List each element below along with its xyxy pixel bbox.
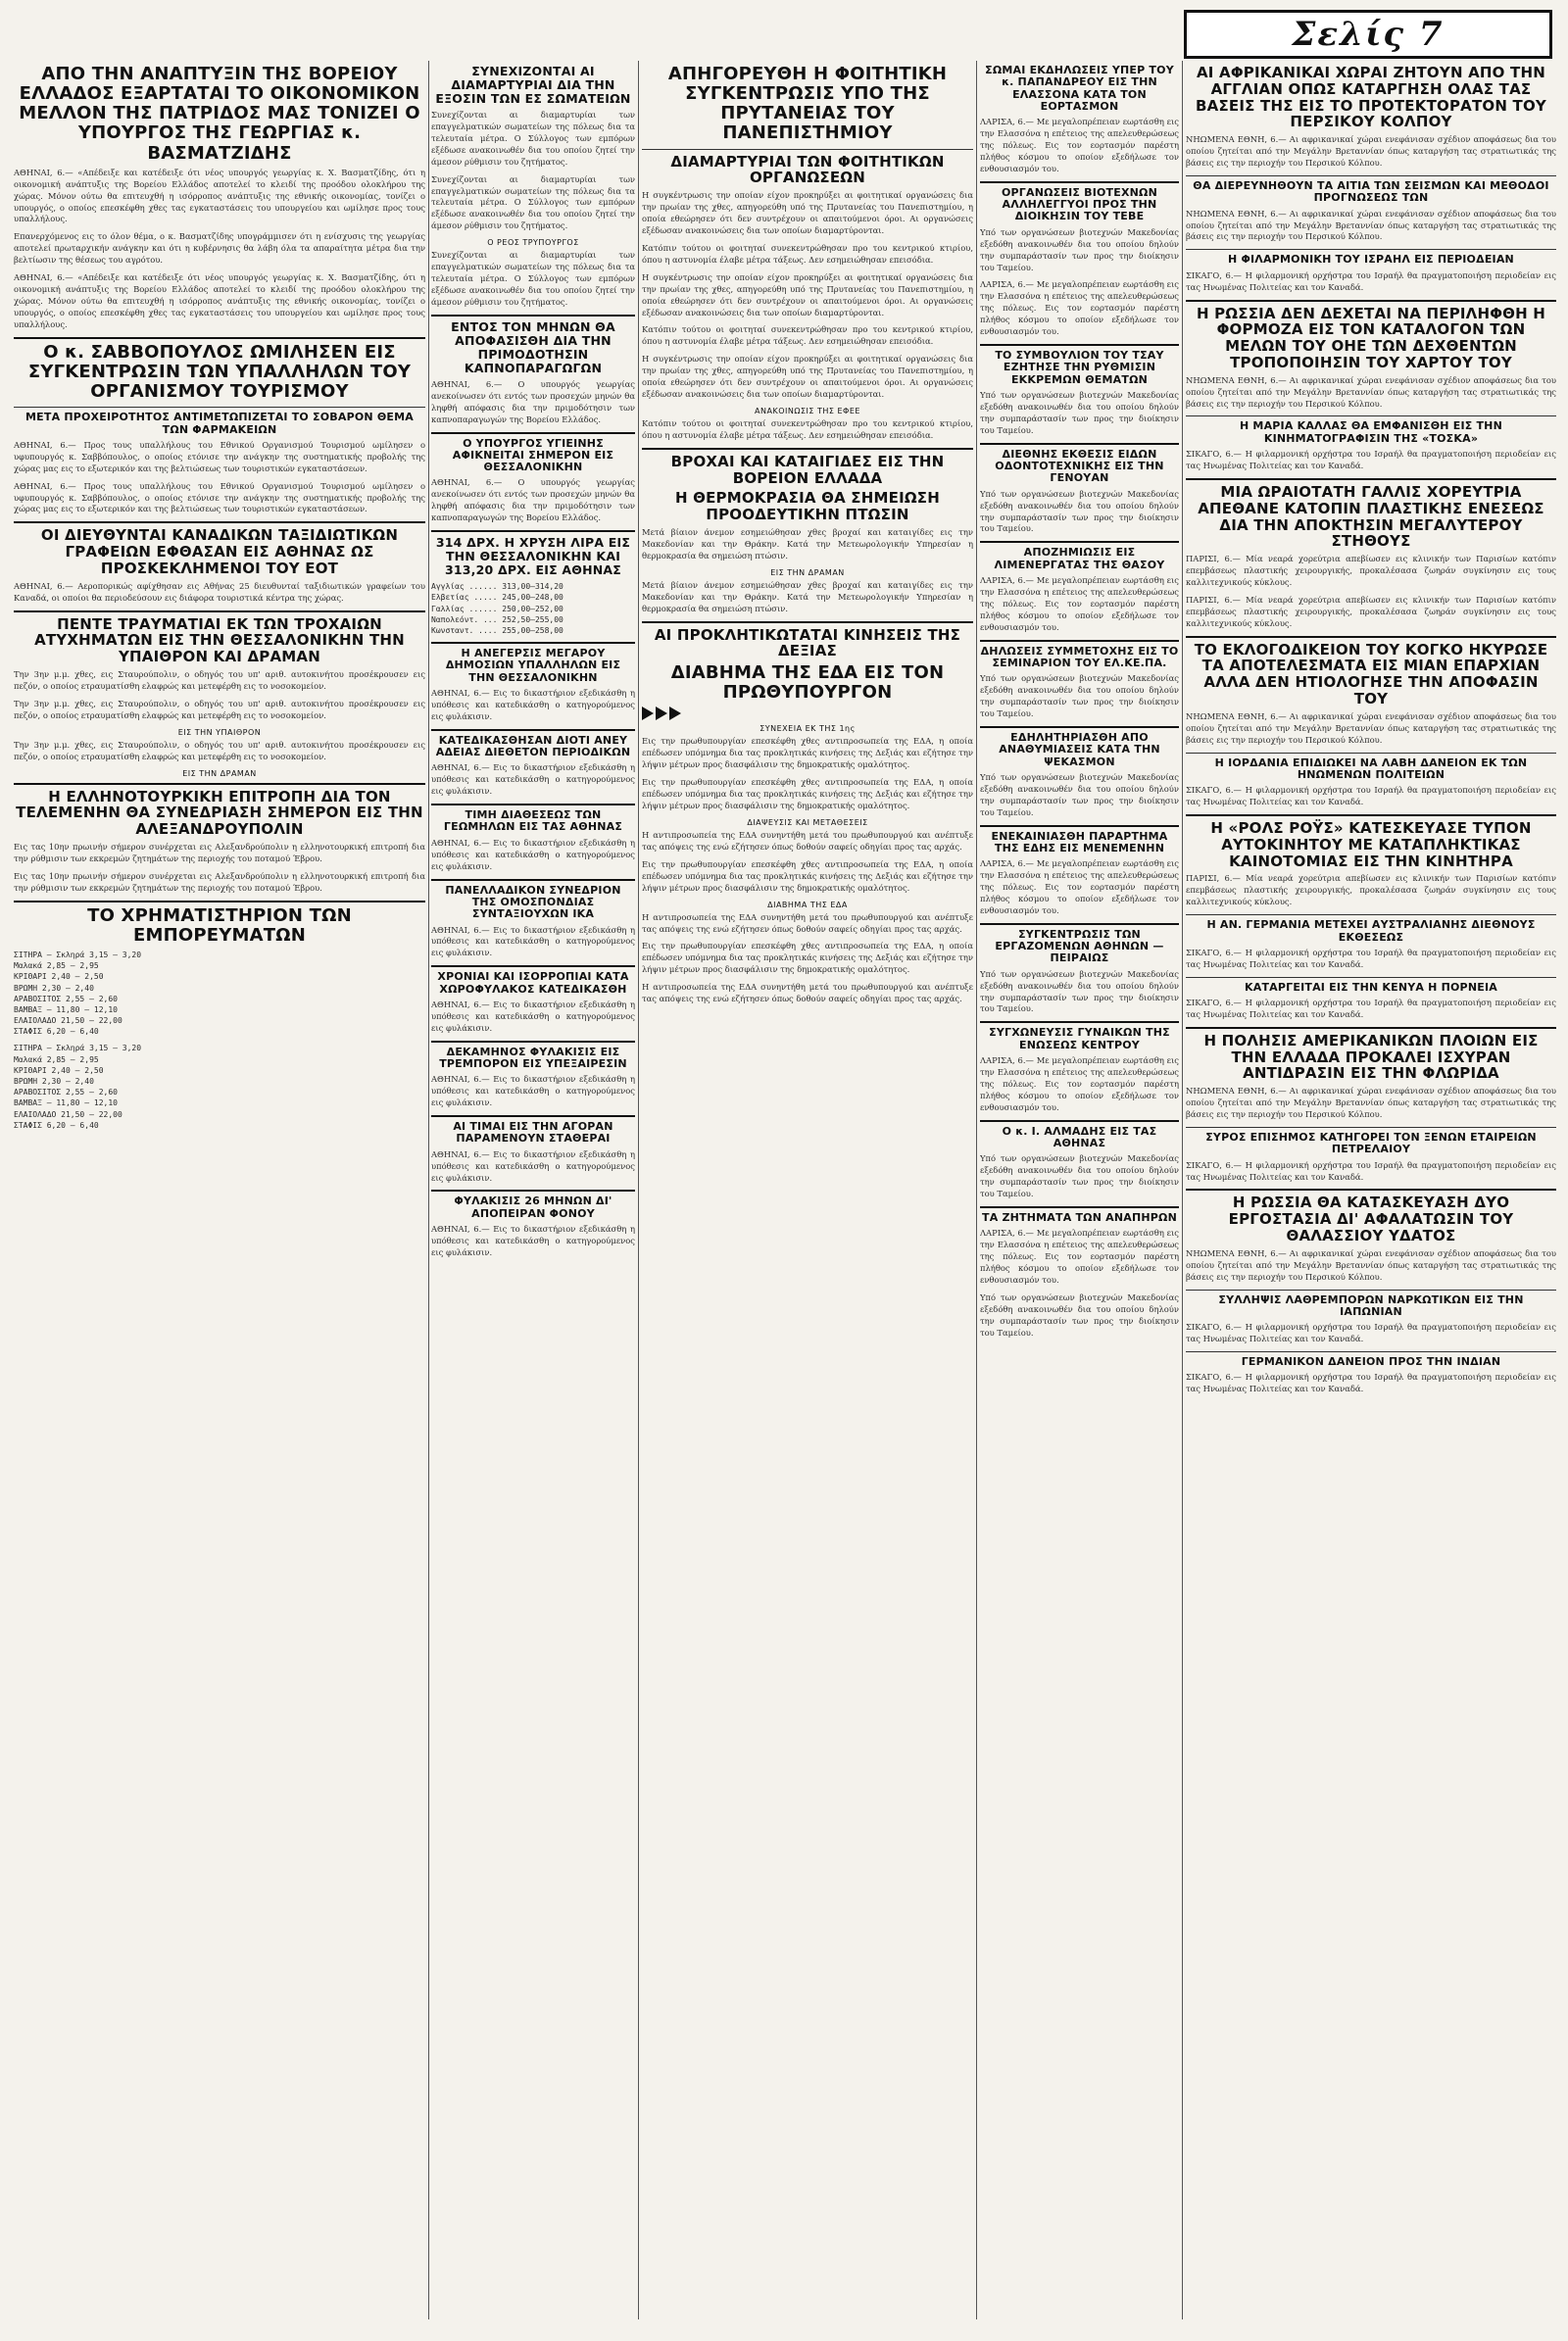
article-text: ΠΑΡΙΣΙ, 6.— Μία νεαρά χορεύτρια απεβίωσεν εις κλινικήν των Παρισίων κατόπιν επεμβάσεως πλαστικής χειρουργικής, προκαλέσασα ζωηράν συγκίνησιν εις τους καλλιτεχνικούς κύκλους.	[1186, 554, 1556, 587]
headline: Η ΕΛΛΗΝΟΤΟΥΡΚΙΚΗ ΕΠΙΤΡΟΠΗ ΔΙΑ ΤΟΝ ΤΕΛΕΜΕΝΗΝ ΘΑ ΣΥΝΕΔΡΙΑΣΗ ΣΗΜΕΡΟΝ ΕΙΣ ΤΗΝ ΑΛΕΞΑΝΔΡΟΥΠΟΛΙΝ	[16, 787, 423, 839]
headline: ΒΡΟΧΑΙ ΚΑΙ ΚΑΤΑΙΓΙΔΕΣ ΕΙΣ ΤΗΝ ΒΟΡΕΙΟΝ ΕΛΛΑΔΑ	[670, 452, 945, 487]
article-text: Υπό των οργανώσεων βιοτεχνών Μακεδονίας εξεδόθη ανακοινωθέν δια του οποίου δηλούν την συμπαράστασίν των προς την διοίκησιν του Ταμείου.	[980, 488, 1179, 534]
article-text: Εις την πρωθυπουργίαν επεσκέφθη χθες αντιπροσωπεία της ΕΔΑ, η οποία επέδωσεν υπόμνημα δια τας προκλητικάς κινήσεις της Δεξιάς και εζήτησε την λήψιν μέτρων προς διασφάλισιν της δημοκρατικής ομαλότητος.	[642, 736, 973, 770]
divider	[1186, 636, 1556, 638]
article-text: ΝΗΩΜΕΝΑ ΕΘΝΗ, 6.— Αι αφρικανικαί χώραι ενεφάνισαν σχέδιον αποφάσεως δια του οποίου ζητείται από την Μεγάλην Βρεταννίαν όπως καταργήση τας στρατιωτικάς της βάσεις εις την περιοχήν του Περσικού Κόλπου.	[1186, 374, 1556, 409]
article-text: ΝΗΩΜΕΝΑ ΕΘΝΗ, 6.— Αι αφρικανικαί χώραι ενεφάνισαν σχέδιον αποφάσεως δια του οποίου ζητείται από την Μεγάλην Βρεταννίαν όπως καταργήση τας στρατιωτικάς της βάσεις εις την περιοχήν του Περσικού Κόλπου.	[1186, 1247, 1556, 1282]
divider	[431, 729, 635, 731]
article-text: Εις τας 10ην πρωινήν σήμερον συνέρχεται εις Αλεξανδρούπολιν η ελληνοτουρκική επιτροπή δια την ρύθμισιν των εκκρεμών ζητημάτων της περιοχής του ποταμού Έβρου.	[14, 870, 425, 893]
article-text: Επανερχόμενος εις το όλον θέμα, ο κ. Βασματζίδης υπογράμμισεν ότι η ενίσχυσις της γεωργίας αποτελεί πρωταρχικήν ανάγκην και ότι η κυβέρνησις θα λάβη όλα τα απαραίτητα μέτρα δια την βελτίωσιν της θέσεως του αγρότου.	[14, 231, 425, 266]
divider	[980, 541, 1179, 543]
article-text: Συνεχίζονται αι διαμαρτυρίαι των επαγγελματικών σωματείων της πόλεως δια τα τελευταία μέτρα. Ο Σύλλογος των εμπόρων εξέδωσε ανακοινωθέν δια του οποίου ζητεί την άμεσον ρύθμισιν του ζητήματος.	[431, 173, 635, 231]
divider	[431, 879, 635, 881]
headline: ΤΙΜΗ ΔΙΑΘΕΣΕΩΣ ΤΩΝ ΓΕΩΜΗΛΩΝ ΕΙΣ ΤΑΣ ΑΘΗΝΑΣ	[443, 808, 623, 834]
article-text: Την 3ην μ.μ. χθες, εις Σταυρούπολιν, ο οδηγός του υπ' αριθ. αυτοκινήτου προσέκρουσεν εις πεζόν, ο οποίος ετραυματίσθη ελαφρώς και μετεφέρθη εις το νοσοκομείον.	[14, 669, 425, 691]
article-text: Υπό των οργανώσεων βιοτεχνών Μακεδονίας εξεδόθη ανακοινωθέν δια του οποίου δηλούν την συμπαράστασίν των προς την διοίκησιν του Ταμείου.	[980, 1292, 1179, 1338]
divider	[1186, 753, 1556, 754]
article-text: ΑΘΗΝΑΙ, 6.— Εις το δικαστήριον εξεδικάσθη η υπόθεσις και κατεδικάσθη ο κατηγορούμενος εις φυλάκισιν.	[431, 999, 635, 1033]
article-text: Εις την πρωθυπουργίαν επεσκέφθη χθες αντιπροσωπεία της ΕΔΑ, η οποία επέδωσεν υπόμνημα δια τας προκλητικάς κινήσεις της Δεξιάς και εζήτησε την λήψιν μέτρων προς διασφάλισιν της δημοκρατικής ομαλότητος.	[642, 858, 973, 893]
article-text: ΛΑΡΙΣΑ, 6.— Με μεγαλοπρέπειαν εωρτάσθη εις την Ελασσόνα η επέτειος της απελευθερώσεως της πόλεως. Εις τον εορτασμόν παρέστη πλήθος κόσμου το οποίον εξεδήλωσε τον ενθουσιασμόν του.	[980, 574, 1179, 632]
divider	[980, 1206, 1179, 1208]
divider	[980, 181, 1179, 183]
headline: Η ΡΩΣΣΙΑ ΘΑ ΚΑΤΑΣΚΕΥΑΣΗ ΔΥΟ ΕΡΓΟΣΤΑΣΙΑ ΔΙ' ΑΦΑΛΑΤΩΣΙΝ ΤΟΥ ΘΑΛΑΣΣΙΟΥ ΥΔΑΤΟΣ	[1228, 1194, 1514, 1245]
article-text: ΝΗΩΜΕΝΑ ΕΘΝΗ, 6.— Αι αφρικανικαί χώραι ενεφάνισαν σχέδιον αποφάσεως δια του οποίου ζητείται από την Μεγάλην Βρεταννίαν όπως καταργήση τας στρατιωτικάς της βάσεις εις την περιοχήν του Περσικού Κόλπου.	[1186, 710, 1556, 745]
subheadline: ΔΙΑΜΑΡΤΥΡΙΑΙ ΤΩΝ ΦΟΙΤΗΤΙΚΩΝ ΟΡΓΑΝΩΣΕΩΝ	[670, 152, 945, 187]
article-text: ΑΘΗΝΑΙ, 6.— Εις το δικαστήριον εξεδικάσθη η υπόθεσις και κατεδικάσθη ο κατηγορούμενος εις φυλάκισιν.	[431, 837, 635, 871]
headline: ΦΥΛΑΚΙΣΙΣ 26 ΜΗΝΩΝ ΔΙ' ΑΠΟΠΕΙΡΑΝ ΦΟΝΟΥ	[454, 1195, 612, 1220]
headline: ΧΡΟΝΙΑΙ ΚΑΙ ΙΣΟΡΡΟΠΙΑΙ ΚΑΤΑ ΧΩΡΟΦΥΛΑΚΟΣ ΚΑΤΕΔΙΚΑΣΘΗ	[437, 970, 629, 996]
article-text: Κατόπιν τούτου οι φοιτηταί συνεκεντρώθησαν προ του κεντρικού κτιρίου, όπου η αστυνομία έλαβε μέτρα τάξεως. Δεν εσημειώθησαν επεισόδια.	[642, 324, 973, 347]
section-subhead: Ο ΡΕΟΣ ΤΡΥΠΟΥΡΓΟΣ	[487, 238, 579, 248]
article-text: Εις τας 10ην πρωινήν σήμερον συνέρχεται εις Αλεξανδρούπολιν η ελληνοτουρκική επιτροπή δια την ρύθμισιν των εκκρεμών ζητημάτων της περιοχής του ποταμού Έβρου.	[14, 841, 425, 863]
article-text: ΑΘΗΝΑΙ, 6.— Ο υπουργός γεωργίας ανεκοίνωσεν ότι εντός των προσεχών μηνών θα ληφθή απόφασις δια την πριμοδότησιν των καπνοπαραγωγών της Βορείου Ελλάδος.	[431, 378, 635, 424]
headline: ΕΝΤΟΣ ΤΟΝ ΜΗΝΩΝ ΘΑ ΑΠΟΦΑΣΙΣΘΗ ΔΙΑ ΤΗΝ ΠΡΙΜΟΔΟΤΗΣΙΝ ΚΑΠΝΟΠΑΡΑΓΩΓΩΝ	[451, 318, 615, 375]
article-text: ΑΘΗΝΑΙ, 6.— Εις το δικαστήριον εξεδικάσθη η υπόθεσις και κατεδικάσθη ο κατηγορούμενος εις φυλάκισιν.	[431, 1074, 635, 1108]
divider	[642, 621, 973, 623]
article-text: ΛΑΡΙΣΑ, 6.— Με μεγαλοπρέπειαν εωρτάσθη εις την Ελασσόνα η επέτειος της απελευθερώσεως της πόλεως. Εις τον εορτασμόν παρέστη πλήθος κόσμου το οποίον εξεδήλωσε τον ενθουσιασμόν του.	[980, 858, 1179, 915]
article-text: ΑΘΗΝΑΙ, 6.— Εις το δικαστήριον εξεδικάσθη η υπόθεσις και κατεδικάσθη ο κατηγορούμενος εις φυλάκισιν.	[431, 924, 635, 958]
headline: ΣΥΓΚΕΝΤΡΩΣΙΣ ΤΩΝ ΕΡΓΑΖΟΜΕΝΩΝ ΑΘΗΝΩΝ — ΠΕΙΡΑΙΩΣ	[995, 927, 1164, 965]
article-text: Μετά βίαιον άνεμον εσημειώθησαν χθες βροχαί και καταιγίδες εις την Μακεδονίαν και την Θράκην. Κατά την Μετεωρολογικήν Υπηρεσίαν η θερμοκρασία θα σημειώση πτώσιν.	[642, 527, 973, 561]
divider	[980, 443, 1179, 445]
article-text: Την 3ην μ.μ. χθες, εις Σταυρούπολιν, ο οδηγός του υπ' αριθ. αυτοκινήτου προσέκρουσεν εις πεζόν, ο οποίος ετραυματίσθη ελαφρώς και μετεφέρθη εις το νοσοκομείον.	[14, 739, 425, 761]
article-text: ΣΙΚΑΓΟ, 6.— Η φιλαρμονική ορχήστρα του Ισραήλ θα πραγματοποιήση περιοδείαν εις τας Ηνωμένας Πολιτείας και τον Καναδά.	[1186, 269, 1556, 292]
article-text: Συνεχίζονται αι διαμαρτυρίαι των επαγγελματικών σωματείων της πόλεως δια τα τελευταία μέτρα. Ο Σύλλογος των εμπόρων εξέδωσε ανακοινωθέν δια του οποίου ζητεί την άμεσον ρύθμισιν του ζητήματος.	[431, 110, 635, 167]
divider	[431, 315, 635, 317]
headline: ΣΩΜΑΙ ΕΚΔΗΛΩΣΕΙΣ ΥΠΕΡ ΤΟΥ κ. ΠΑΠΑΝΔΡΕΟΥ ΕΙΣ ΤΗΝ ΕΛΑΣΣΟΝΑ ΚΑΤΑ ΤΟΝ ΕΟΡΤΑΣΜΟΝ	[985, 64, 1174, 113]
headline: Η ΜΑΡΙΑ ΚΑΛΛΑΣ ΘΑ ΕΜΦΑΝΙΣΘΗ ΕΙΣ ΤΗΝ ΚΙΝΗΜΑΤΟΓΡΑΦΙΣΙΝ ΤΗΣ «ΤΟΣΚΑ»	[1240, 419, 1502, 445]
headline: Η «ΡΟΛΣ ΡΟΫΣ» ΚΑΤΕΣΚΕΥΑΣΕ ΤΥΠΟΝ ΑΥΤΟΚΙΝΗΤΟΥ ΜΕ ΚΑΤΑΠΛΗΚΤΙΚΑΣ ΚΑΙΝΟΤΟΜΙΑΣ ΕΙΣ ΤΗΝ ΚΙΝΗΤΗΡΑ	[1210, 819, 1532, 870]
headline: ΜΙΑ ΩΡΑΙΟΤΑΤΗ ΓΑΛΛΙΣ ΧΟΡΕΥΤΡΙΑ ΑΠΕΘΑΝΕ ΚΑΤΟΠΙΝ ΠΛΑΣΤΙΚΗΣ ΕΝΕΣΕΩΣ ΔΙΑ ΤΗΝ ΑΠΟΚΤΗΣΙΝ ΜΕΓΑΛΥΤΕΡΟΥ ΣΤΗΘΟΥΣ	[1198, 482, 1544, 551]
headline: ΘΑ ΔΙΕΡΕΥΝΗΘΟΥΝ ΤΑ ΑΙΤΙΑ ΤΩΝ ΣΕΙΣΜΩΝ ΚΑΙ ΜΕΘΟΔΟΙ ΠΡΟΓΝΩΣΕΩΣ ΤΩΝ	[1193, 178, 1549, 205]
article-text: Κατόπιν τούτου οι φοιτηταί συνεκεντρώθησαν προ του κεντρικού κτιρίου, όπου η αστυνομία έλαβε μέτρα τάξεως. Δεν εσημειώθησαν επεισόδια.	[642, 417, 973, 440]
article-text: Υπό των οργανώσεων βιοτεχνών Μακεδονίας εξεδόθη ανακοινωθέν δια του οποίου δηλούν την συμπαράστασίν των προς την διοίκησιν του Ταμείου.	[980, 1153, 1179, 1198]
column-divider	[428, 61, 429, 2319]
divider	[980, 923, 1179, 925]
divider	[431, 1041, 635, 1043]
divider	[431, 965, 635, 967]
divider	[642, 149, 973, 150]
divider	[1186, 1290, 1556, 1291]
commodity-prices: ΣΙΤΗΡΑ — Σκληρά 3,15 — 3,20 Μαλακά 2,85 — 2,95 ΚΡΙΘΑΡΙ 2,40 — 2,50 ΒΡΩΜΗ 2,30 — 2,40 ΑΡΑΒΟΣΙΤΟΣ 2,55 — 2,60 ΒΑΜΒΑΞ — 11,80 — 12,10 ΕΛΑΙΟΛΑΔΟ 21,50 — 22,00 ΣΤΑΦΙΣ 6,20 — 6,40	[14, 950, 142, 1037]
article-text: ΝΗΩΜΕΝΑ ΕΘΝΗ, 6.— Αι αφρικανικαί χώραι ενεφάνισαν σχέδιον αποφάσεως δια του οποίου ζητείται από την Μεγάλην Βρεταννίαν όπως καταργήση τας στρατιωτικάς της βάσεις εις την περιοχήν του Περσικού Κόλπου.	[1186, 1086, 1556, 1120]
headline: ΣΥΛΛΗΨΙΣ ΛΑΘΡΕΜΠΟΡΩΝ ΝΑΡΚΩΤΙΚΩΝ ΕΙΣ ΤΗΝ ΙΑΠΩΝΙΑΝ	[1218, 1292, 1524, 1318]
divider	[1186, 1127, 1556, 1128]
divider	[14, 521, 425, 523]
divider	[1186, 175, 1556, 176]
column-divider	[1182, 61, 1183, 2319]
article-text: ΑΘΗΝΑΙ, 6.— Προς τους υπαλλήλους του Εθνικού Οργανισμού Τουρισμού ωμίλησεν ο υφυπουργός κ. Σαββόπουλος, ο οποίος ετόνισε την ανάγκην της συστηματικής προβολής της χώρας μας εις το εξωτερικόν και της βελτιώσεως των τουριστικών εγκαταστάσεων.	[14, 439, 425, 473]
article-text: Η αντιπροσωπεία της ΕΔΑ συνηντήθη μετά του πρωθυπουργού και ανέπτυξε τας απόψεις της ενώ εζήτησεν όπως δοθούν σαφείς οδηγίαι προς τας αρχάς.	[642, 982, 973, 1004]
headline: ΓΕΡΜΑΝΙΚΟΝ ΔΑΝΕΙΟΝ ΠΡΟΣ ΤΗΝ ΙΝΔΙΑΝ	[1241, 1355, 1501, 1369]
article-text: Μετά βίαιον άνεμον εσημειώθησαν χθες βροχαί και καταιγίδες εις την Μακεδονίαν και την Θράκην. Κατά την Μετεωρολογικήν Υπηρεσίαν η θερμοκρασία θα σημειώση πτώσιν.	[642, 579, 973, 613]
divider	[980, 344, 1179, 346]
headline: Ο κ. ΣΑΒΒΟΠΟΥΛΟΣ ΩΜΙΛΗΣΕΝ ΕΙΣ ΣΥΓΚΕΝΤΡΩΣΙΝ ΤΩΝ ΥΠΑΛΛΗΛΩΝ ΤΟΥ ΟΡΓΑΝΙΣΜΟΥ ΤΟΥΡΙΣΜΟΥ	[27, 341, 412, 403]
article-text: Εις την πρωθυπουργίαν επεσκέφθη χθες αντιπροσωπεία της ΕΔΑ, η οποία επέδωσεν υπόμνημα δια τας προκλητικάς κινήσεις της Δεξιάς και εζήτησε την λήψιν μέτρων προς διασφάλισιν της δημοκρατικής ομαλότητος.	[642, 777, 973, 811]
article-text: Υπό των οργανώσεων βιοτεχνών Μακεδονίας εξεδόθη ανακοινωθέν δια του οποίου δηλούν την συμπαράστασίν των προς την διοίκησιν του Ταμείου.	[980, 226, 1179, 272]
headline: ΔΕΚΑΜΗΝΟΣ ΦΥΛΑΚΙΣΙΣ ΕΙΣ ΤΡΕΜΠΟΡΟΝ ΕΙΣ ΥΠΕΞΑΙΡΕΣΙΝ	[439, 1045, 627, 1070]
article-text: ΛΑΡΙΣΑ, 6.— Με μεγαλοπρέπειαν εωρτάσθη εις την Ελασσόνα η επέτειος της απελευθερώσεως της πόλεως. Εις τον εορτασμόν παρέστη πλήθος κόσμου το οποίον εξεδήλωσε τον ενθουσιασμόν του.	[980, 1055, 1179, 1112]
article-text: Υπό των οργανώσεων βιοτεχνών Μακεδονίας εξεδόθη ανακοινωθέν δια του οποίου δηλούν την συμπαράστασίν των προς την διοίκησιν του Ταμείου.	[980, 390, 1179, 435]
article-text: ΣΙΚΑΓΟ, 6.— Η φιλαρμονική ορχήστρα του Ισραήλ θα πραγματοποιήση περιοδείαν εις τας Ηνωμένας Πολιτείας και τον Καναδά.	[1186, 1322, 1556, 1344]
divider	[431, 1115, 635, 1117]
section-subhead: ΕΙΣ ΤΗΝ ΔΡΑΜΑΝ	[770, 567, 845, 577]
article-text: ΣΙΚΑΓΟ, 6.— Η φιλαρμονική ορχήστρα του Ισραήλ θα πραγματοποιήση περιοδείαν εις τας Ηνωμένας Πολιτείας και τον Καναδά.	[1186, 947, 1556, 969]
headline: Ο κ. Ι. ΑΛΜΑΔΗΣ ΕΙΣ ΤΑΣ ΑΘΗΝΑΣ	[1002, 1124, 1157, 1149]
headline: Ο ΥΠΟΥΡΓΟΣ ΥΓΙΕΙΝΗΣ ΑΦΙΚΝΕΙΤΑΙ ΣΗΜΕΡΟΝ ΕΙΣ ΘΕΣΣΑΛΟΝΙΚΗΝ	[452, 436, 614, 474]
headline: 314 ΔΡΧ. Η ΧΡΥΣΗ ΛΙΡΑ ΕΙΣ ΤΗΝ ΘΕΣΣΑΛΟΝΙΚΗΝ ΚΑΙ 313,20 ΔΡΧ. ΕΙΣ ΑΘΗΝΑΣ	[435, 535, 631, 578]
section-subhead: ΑΝΑΚΟΙΝΩΣΙΣ ΤΗΣ ΕΦΕΕ	[755, 406, 860, 415]
divider	[14, 337, 425, 339]
divider	[980, 726, 1179, 728]
subheadline: Η ΘΕΡΜΟΚΡΑΣΙΑ ΘΑ ΣΗΜΕΙΩΣΗ ΠΡΟΟΔΕΥΤΙΚΗΝ ΠΤΩΣΙΝ	[674, 489, 941, 524]
section-subhead: ΔΙΑΨΕΥΣΙΣ ΚΑΙ ΜΕΤΑΘΕΣΕΙΣ	[747, 817, 868, 827]
section-subhead: ΕΙΣ ΤΗΝ ΔΡΑΜΑΝ	[182, 768, 257, 778]
column-2	[431, 61, 635, 2319]
divider	[1186, 1189, 1556, 1191]
headline: ΣΥΝΕΧΙΖΟΝΤΑΙ ΑΙ ΔΙΑΜΑΡΤΥΡΙΑΙ ΔΙΑ ΤΗΝ ΕΞΟΣΙΝ ΤΩΝ ΕΣ ΣΩΜΑΤΕΙΩΝ	[435, 64, 631, 106]
article-text: ΝΗΩΜΕΝΑ ΕΘΝΗ, 6.— Αι αφρικανικαί χώραι ενεφάνισαν σχέδιον αποφάσεως δια του οποίου ζητείται από την Μεγάλην Βρεταννίαν όπως καταργήση τας στρατιωτικάς της βάσεις εις την περιοχήν του Περσικού Κόλπου.	[1186, 208, 1556, 242]
headline: Η ΠΟΛΗΣΙΣ ΑΜΕΡΙΚΑΝΙΚΩΝ ΠΛΟΙΩΝ ΕΙΣ ΤΗΝ ΕΛΛΑΔΑ ΠΡΟΚΑΛΕΙ ΙΣΧΥΡΑΝ ΑΝΤΙΔΡΑΣΙΝ ΕΙΣ ΤΗΝ ΦΛΩΡΙΔΑ	[1203, 1031, 1539, 1083]
divider	[1186, 1351, 1556, 1352]
headline: Η ΡΩΣΣΙΑ ΔΕΝ ΔΕΧΕΤΑΙ ΝΑ ΠΕΡΙΛΗΦΘΗ Η ΦΟΡΜΟΖΑ ΕΙΣ ΤΟΝ ΚΑΤΑΛΟΓΟΝ ΤΩΝ ΜΕΛΩΝ ΤΟΥ ΟΗΕ ΤΩΝ ΔΕΧΘΕΝΤΩΝ ΤΡΟΠΟΠΟΙΗΣΙΝ ΤΟΥ ΧΑΡΤΟΥ ΤΟΥ	[1196, 304, 1546, 371]
headline: ΕΝΕΚΑΙΝΙΑΣΘΗ ΠΑΡΑΡΤΗΜΑ ΤΗΣ ΕΔΗΣ ΕΙΣ ΜΕΝΕΜΕΝΗΝ	[991, 829, 1168, 854]
headline: ΑΙ ΤΙΜΑΙ ΕΙΣ ΤΗΝ ΑΓΟΡΑΝ ΠΑΡΑΜΕΝΟΥΝ ΣΤΑΘΕΡΑΙ	[453, 1120, 613, 1146]
headline: ΤΟ ΕΚΛΟΓΟΔΙΚΕΙΟΝ ΤΟΥ ΚΟΓΚΟ ΗΚΥΡΩΣΕ ΤΑ ΑΠΟΤΕΛΕΣΜΑΤΑ ΕΙΣ ΜΙΑΝ ΕΠΑΡΧΙΑΝ ΑΛΛΑ ΔΕΝ ΗΤΙΟΛΟΓΗΣΕ ΤΗΝ ΑΠΟΦΑΣΙΝ ΤΟΥ	[1194, 640, 1548, 708]
section-subhead: ΔΙΑΒΗΜΑ ΤΗΣ ΕΔΑ	[767, 900, 848, 909]
article-text: ΑΘΗΝΑΙ, 6.— Εις το δικαστήριον εξεδικάσθη η υπόθεσις και κατεδικάσθη ο κατηγορούμενος εις φυλάκισιν.	[431, 1224, 635, 1257]
article-text: ΑΘΗΝΑΙ, 6.— Αεροπορικώς αφίχθησαν εις Αθήνας 25 διευθυνταί ταξιδιωτικών γραφείων του Καναδά, οι οποίοι θα περιοδεύσουν εις διάφορα τουριστικά κέντρα της χώρας.	[14, 580, 425, 603]
divider	[431, 804, 635, 805]
headline: ΤΑ ΖΗΤΗΜΑΤΑ ΤΩΝ ΑΝΑΠΗΡΩΝ	[982, 1210, 1177, 1224]
article-text: ΠΑΡΙΣΙ, 6.— Μία νεαρά χορεύτρια απεβίωσεν εις κλινικήν των Παρισίων κατόπιν επεμβάσεως πλαστικής χειρουργικής, προκαλέσασα ζωηράν συγκίνησιν εις τους καλλιτεχνικούς κύκλους.	[1186, 873, 1556, 907]
article-text: ΛΑΡΙΣΑ, 6.— Με μεγαλοπρέπειαν εωρτάσθη εις την Ελασσόνα η επέτειος της απελευθερώσεως της πόλεως. Εις τον εορτασμόν παρέστη πλήθος κόσμου το οποίον εξεδήλωσε τον ενθουσιασμόν του.	[980, 117, 1179, 173]
divider	[14, 610, 425, 612]
column-4	[980, 61, 1179, 2319]
divider	[1186, 478, 1556, 480]
headline: ΤΟ ΣΥΜΒΟΥΛΙΟΝ ΤΟΥ ΤΣΑΥ ΕΖΗΤΗΣΕ ΤΗΝ ΡΥΘΜΙΣΙΝ ΕΚΚΡΕΜΩΝ ΘΕΜΑΤΩΝ	[995, 349, 1164, 386]
article-text: Υπό των οργανώσεων βιοτεχνών Μακεδονίας εξεδόθη ανακοινωθέν δια του οποίου δηλούν την συμπαράστασίν των προς την διοίκησιν του Ταμείου.	[980, 771, 1179, 817]
article-text: ΑΘΗΝΑΙ, 6.— Εις το δικαστήριον εξεδικάσθη η υπόθεσις και κατεδικάσθη ο κατηγορούμενος εις φυλάκισιν.	[431, 762, 635, 797]
divider	[1186, 914, 1556, 915]
divider	[980, 640, 1179, 642]
headline: ΑΙ ΑΦΡΙΚΑΝΙΚΑΙ ΧΩΡΑΙ ΖΗΤΟΥΝ ΑΠΟ ΤΗΝ ΑΓΓΛΙΑΝ ΟΠΩΣ ΚΑΤΑΡΓΗΣΗ ΟΛΑΣ ΤΑΣ ΒΑΣΕΙΣ ΤΗΣ ΕΙΣ ΤΟ ΠΡΟΤΕΚΤΟΡΑΤΟΝ ΤΟΥ ΠΕΡΣΙΚΟΥ ΚΟΛΠΟΥ	[1196, 64, 1546, 131]
article-text: Κατόπιν τούτου οι φοιτηταί συνεκεντρώθησαν προ του κεντρικού κτιρίου, όπου η αστυνομία έλαβε μέτρα τάξεως. Δεν εσημειώθησαν επεισόδια.	[642, 242, 973, 265]
column-divider	[976, 61, 977, 2319]
subheadline: ΔΙΑΒΗΜΑ ΤΗΣ ΕΔΑ ΕΙΣ ΤΟΝ ΠΡΩΘΥΠΟΥΡΓΟΝ	[670, 662, 945, 704]
article-text: ΣΙΚΑΓΟ, 6.— Η φιλαρμονική ορχήστρα του Ισραήλ θα πραγματοποιήση περιοδείαν εις τας Ηνωμένας Πολιτείας και τον Καναδά.	[1186, 998, 1556, 1019]
article-text: ΑΘΗΝΑΙ, 6.— Εις το δικαστήριον εξεδικάσθη η υπόθεσις και κατεδικάσθη ο κατηγορούμενος εις φυλάκισιν.	[431, 1148, 635, 1183]
gold-prices: Αγγλίας ...... 313,00—314,20 Ελβετίας ..... 245,00—248,00 Γαλλίας ...... 250,00—252,00 Ναπολεόντ. ... 252,50—255,00 Κωνσταντ. .... 255,00—258,00	[431, 582, 564, 635]
article-text: ΑΘΗΝΑΙ, 6.— Ο υπουργός γεωργίας ανεκοίνωσεν ότι εντός των προσεχών μηνών θα ληφθή απόφασις δια την πριμοδότησιν των καπνοπαραγωγών της Βορείου Ελλάδος.	[431, 477, 635, 523]
article-text: Την 3ην μ.μ. χθες, εις Σταυρούπολιν, ο οδηγός του υπ' αριθ. αυτοκινήτου προσέκρουσεν εις πεζόν, ο οποίος ετραυματίσθη ελαφρώς και μετεφέρθη εις το νοσοκομείον.	[14, 698, 425, 720]
article-text: ΑΘΗΝΑΙ, 6.— «Απέδειξε και κατέδειξε ότι νέος υπουργός γεωργίας κ. Χ. Βασματζίδης, ότι η οικονομική ανάπτυξις της Βορείου Ελλάδος αποτελεί το κλειδί της προόδου ολοκλήρου της χώρας. Μόνον ούτω θα επιτευχθή η ισόρροπος ανάπτυξις της εθνικής οικονομίας, τονίζει ο υπουργός, ο οποίος επεσκέφθη χθες τας εγκαταστάσεις του υπουργείου και ωμίλησε προς τους υπαλλήλους.	[14, 167, 425, 224]
headline: ΟΙ ΔΙΕΥΘΥΝΤΑΙ ΚΑΝΑΔΙΚΩΝ ΤΑΞΙΔΙΩΤΙΚΩΝ ΓΡΑΦΕΙΩΝ ΕΦΘΑΣΑΝ ΕΙΣ ΑΘΗΝΑΣ ΩΣ ΠΡΟΣΚΕΚΛΗΜΕΝΟΙ ΤΟΥ ΕΟΤ	[40, 526, 399, 577]
headline: ΣΥΡΟΣ ΕΠΙΣΗΜΟΣ ΚΑΤΗΓΟΡΕΙ ΤΟΝ ΞΕΝΩΝ ΕΤΑΙΡΕΙΩΝ ΠΕΤΡΕΛΑΙΟΥ	[1205, 1131, 1537, 1156]
page-number-masthead	[1184, 10, 1552, 59]
article-text: Η αντιπροσωπεία της ΕΔΑ συνηντήθη μετά του πρωθυπουργού και ανέπτυξε τας απόψεις της ενώ εζήτησεν όπως δοθούν σαφείς οδηγίαι προς τας αρχάς.	[642, 829, 973, 852]
divider	[980, 825, 1179, 827]
headline: Η ΑΝ. ΓΕΡΜΑΝΙΑ ΜΕΤΕΧΕΙ ΑΥΣΤΡΑΛΙΑΝΗΣ ΔΙΕΘΝΟΥΣ ΕΚΘΕΣΕΩΣ	[1206, 918, 1536, 944]
article-text: ΠΑΡΙΣΙ, 6.— Μία νεαρά χορεύτρια απεβίωσεν εις κλινικήν των Παρισίων κατόπιν επεμβάσεως πλαστικής χειρουργικής, προκαλέσασα ζωηράν συγκίνησιν εις τους καλλιτεχνικούς κύκλους.	[1186, 594, 1556, 628]
headline: ΤΟ ΧΡΗΜΑΤΙΣΤΗΡΙΟΝ ΤΩΝ ΕΜΠΟΡΕΥΜΑΤΩΝ	[87, 904, 352, 946]
section-subhead: ΕΙΣ ΤΗΝ ΥΠΑΙΘΡΟΝ	[177, 727, 262, 737]
article-text: ΣΙΚΑΓΟ, 6.— Η φιλαρμονική ορχήστρα του Ισραήλ θα πραγματοποιήση περιοδείαν εις τας Ηνωμένας Πολιτείας και τον Καναδά.	[1186, 1159, 1556, 1182]
headline: ΑΠΗΓΟΡΕΥΘΗ Η ΦΟΙΤΗΤΙΚΗ ΣΥΓΚΕΝΤΡΩΣΙΣ ΥΠΟ ΤΗΣ ΠΡΥΤΑΝΕΙΑΣ ΤΟΥ ΠΑΝΕΠΙΣΤΗΜΙΟΥ	[667, 64, 948, 144]
headline: ΑΠΟΖΗΜΙΩΣΙΣ ΕΙΣ ΛΙΜΕΝΕΡΓΑΤΑΣ ΤΗΣ ΘΑΣΟΥ	[994, 546, 1165, 571]
headline: Η ΦΙΛΑΡΜΟΝΙΚΗ ΤΟΥ ΙΣΡΑΗΛ ΕΙΣ ΠΕΡΙΟΔΕΙΑΝ	[1228, 253, 1514, 267]
divider	[1186, 977, 1556, 978]
headline: ΔΗΛΩΣΕΙΣ ΣΥΜΜΕΤΟΧΗΣ ΕΙΣ ΤΟ ΣΕΜΙΝΑΡΙΟΝ ΤΟΥ ΕΛ.ΚΕ.ΠΑ.	[980, 644, 1179, 669]
divider	[1186, 415, 1556, 416]
article-text: ΑΘΗΝΑΙ, 6.— Εις το δικαστήριον εξεδικάσθη η υπόθεσις και κατεδικάσθη ο κατηγορούμενος εις φυλάκισιν.	[431, 688, 635, 721]
divider	[980, 1120, 1179, 1122]
headline: ΟΡΓΑΝΩΣΕΙΣ ΒΙΟΤΕΧΝΩΝ ΑΛΛΗΛΕΓΓΥΟΙ ΠΡΟΣ ΤΗΝ ΔΙΟΙΚΗΣΙΝ ΤΟΥ ΤΕΒΕ	[1001, 185, 1158, 223]
article-text: ΑΘΗΝΑΙ, 6.— «Απέδειξε και κατέδειξε ότι νέος υπουργός γεωργίας κ. Χ. Βασματζίδης, ότι η οικονομική ανάπτυξις της Βορείου Ελλάδος αποτελεί το κλειδί της προόδου ολοκλήρου της χώρας. Μόνον ούτω θα επιτευχθή η ισόρροπος ανάπτυξις της εθνικής οικονομίας, τονίζει ο υπουργός, ο οποίος επεσκέφθη χθες τας εγκαταστάσεις του υπουργείου και ωμίλησε προς τους υπαλλήλους.	[14, 272, 425, 329]
divider	[1186, 249, 1556, 250]
article-text: ΛΑΡΙΣΑ, 6.— Με μεγαλοπρέπειαν εωρτάσθη εις την Ελασσόνα η επέτειος της απελευθερώσεως της πόλεως. Εις τον εορτασμόν παρέστη πλήθος κόσμου το οποίον εξεδήλωσε τον ενθουσιασμόν του.	[980, 1228, 1179, 1285]
headline: ΔΙΕΘΝΗΣ ΕΚΘΕΣΙΣ ΕΙΔΩΝ ΟΔΟΝΤΟΤΕΧΝΙΚΗΣ ΕΙΣ ΤΗΝ ΓΕΝΟΥΑΝ	[995, 447, 1164, 485]
divider	[1186, 1027, 1556, 1029]
masthead-text: Σελίς 7	[1292, 15, 1445, 54]
article-text: Η συγκέντρωσις την οποίαν είχον προκηρύξει αι φοιτητικαί οργανώσεις δια την πρωίαν της χθες, απηγορεύθη υπό της Πρυτανείας του Πανεπιστημίου, η οποία εθεώρησεν ότι δεν συντρέχουν οι απαιτούμενοι όροι. Αι οργανώσεις εξέδωσαν ανακοινώσεις δια των οποίων διαμαρτύρονται.	[642, 190, 973, 235]
headline: Η ΑΝΕΓΕΡΣΙΣ ΜΕΓΑΡΟΥ ΔΗΜΟΣΙΩΝ ΥΠΑΛΛΗΛΩΝ ΕΙΣ ΤΗΝ ΘΕΣΣΑΛΟΝΙΚΗΝ	[445, 647, 621, 684]
section-subhead: ΣΥΝΕΧΕΙΑ ΕΚ ΤΗΣ 1ης	[760, 724, 856, 734]
subheadline: ΜΕΤΑ ΠΡΟΧΕΙΡΟΤΗΤΟΣ ΑΝΤΙΜΕΤΩΠΙΖΕΤΑΙ ΤΟ ΣΟΒΑΡΟΝ ΘΕΜΑ ΤΩΝ ΦΑΡΜΑΚΕΙΩΝ	[25, 411, 414, 436]
divider	[431, 432, 635, 434]
article-text: ΝΗΩΜΕΝΑ ΕΘΝΗ, 6.— Αι αφρικανικαί χώραι ενεφάνισαν σχέδιον αποφάσεως δια του οποίου ζητείται από την Μεγάλην Βρεταννίαν όπως καταργήση τας στρατιωτικάς της βάσεις εις την περιοχήν του Περσικού Κόλπου.	[1186, 134, 1556, 169]
headline: ΚΑΤΕΔΙΚΑΣΘΗΣΑΝ ΔΙΟΤΙ ΑΝΕΥ ΑΔΕΙΑΣ ΔΙΕΘΕΤΟΝ ΠΕΡΙΟΔΙΚΩΝ	[435, 733, 631, 759]
article-text: ΛΑΡΙΣΑ, 6.— Με μεγαλοπρέπειαν εωρτάσθη εις την Ελασσόνα η επέτειος της απελευθερώσεως της πόλεως. Εις τον εορτασμόν παρέστη πλήθος κόσμου το οποίον εξεδήλωσε τον ενθουσιασμόν του.	[980, 279, 1179, 337]
article-text: Υπό των οργανώσεων βιοτεχνών Μακεδονίας εξεδόθη ανακοινωθέν δια του οποίου δηλούν την συμπαράστασίν των προς την διοίκησιν του Ταμείου.	[980, 673, 1179, 718]
divider	[642, 448, 973, 450]
divider	[980, 1021, 1179, 1023]
divider	[431, 530, 635, 532]
column-3	[642, 61, 973, 2319]
arrow-ornament-icon	[642, 707, 973, 720]
divider	[1186, 300, 1556, 302]
column-1	[14, 61, 425, 2319]
headline: ΣΥΓΧΩΝΕΥΣΙΣ ΓΥΝΑΙΚΩΝ ΤΗΣ ΕΝΩΣΕΩΣ ΚΕΝΤΡΟΥ	[989, 1026, 1170, 1051]
headline: ΚΑΤΑΡΓΕΙΤΑΙ ΕΙΣ ΤΗΝ ΚΕΝΥΑ Η ΠΟΡΝΕΙΑ	[1245, 980, 1497, 994]
column-divider	[638, 61, 639, 2319]
divider	[14, 901, 425, 902]
commodity-prices: ΣΙΤΗΡΑ — Σκληρά 3,15 — 3,20 Μαλακά 2,85 — 2,95 ΚΡΙΘΑΡΙ 2,40 — 2,50 ΒΡΩΜΗ 2,30 — 2,40 ΑΡΑΒΟΣΙΤΟΣ 2,55 — 2,60 ΒΑΜΒΑΞ — 11,80 — 12,10 ΕΛΑΙΟΛΑΔΟ 21,50 — 22,00 ΣΤΑΦΙΣ 6,20 — 6,40	[14, 1044, 142, 1130]
article-text: Η συγκέντρωσις την οποίαν είχον προκηρύξει αι φοιτητικαί οργανώσεις δια την πρωίαν της χθες, απηγορεύθη υπό της Πρυτανείας του Πανεπιστημίου, η οποία εθεώρησεν ότι δεν συντρέχουν οι απαιτούμενοι όροι. Αι οργανώσεις εξέδωσαν ανακοινώσεις δια των οποίων διαμαρτύρονται.	[642, 271, 973, 317]
divider	[14, 407, 425, 408]
article-text: Η αντιπροσωπεία της ΕΔΑ συνηντήθη μετά του πρωθυπουργού και ανέπτυξε τας απόψεις της ενώ εζήτησεν όπως δοθούν σαφείς οδηγίαι προς τας αρχάς.	[642, 911, 973, 934]
headline: ΑΙ ΠΡΟΚΛΗΤΙΚΩΤΑΤΑΙ ΚΙΝΗΣΕΙΣ ΤΗΣ ΔΕΞΙΑΣ	[654, 625, 961, 660]
headline: ΠΕΝΤΕ ΤΡΑΥΜΑΤΙΑΙ ΕΚ ΤΩΝ ΤΡΟΧΑΙΩΝ ΑΤΥΧΗΜΑΤΩΝ ΕΙΣ ΤΗΝ ΘΕΣΣΑΛΟΝΙΚΗΝ ΤΗΝ ΥΠΑΙΘΡΟΝ ΚΑΙ ΔΡΑΜΑΝ	[34, 614, 405, 666]
article-text: Συνεχίζονται αι διαμαρτυρίαι των επαγγελματικών σωματείων της πόλεως δια τα τελευταία μέτρα. Ο Σύλλογος των εμπόρων εξέδωσε ανακοινωθέν δια του οποίου ζητεί την άμεσον ρύθμισιν του ζητήματος.	[431, 250, 635, 307]
article-text: Η συγκέντρωσις την οποίαν είχον προκηρύξει αι φοιτητικαί οργανώσεις δια την πρωίαν της χθες, απηγορεύθη υπό της Πρυτανείας του Πανεπιστημίου, η οποία εθεώρησεν ότι δεν συντρέχουν οι απαιτούμενοι όροι. Αι οργανώσεις εξέδωσαν ανακοινώσεις δια των οποίων διαμαρτύρονται.	[642, 354, 973, 400]
article-text: ΑΘΗΝΑΙ, 6.— Προς τους υπαλλήλους του Εθνικού Οργανισμού Τουρισμού ωμίλησεν ο υφυπουργός κ. Σαββόπουλος, ο οποίος ετόνισε την ανάγκην της συστηματικής προβολής της χώρας μας εις το εξωτερικόν και της βελτιώσεως των τουριστικών εγκαταστάσεων.	[14, 480, 425, 514]
divider	[431, 1190, 635, 1192]
headline: ΑΠΟ ΤΗΝ ΑΝΑΠΤΥΞΙΝ ΤΗΣ ΒΟΡΕΙΟΥ ΕΛΛΑΔΟΣ ΕΞΑΡΤΑΤΑΙ ΤΟ ΟΙΚΟΝΟΜΙΚΟΝ ΜΕΛΛΟΝ ΤΗΣ ΠΑΤΡΙΔΟΣ ΜΑΣ ΤΟΝΙΖΕΙ Ο ΥΠΟΥΡΓΟΣ ΤΗΣ ΓΕΩΡΓΙΑΣ κ. ΒΑΣΜΑΤΖΙΔΗΣ	[19, 64, 420, 164]
article-text: Εις την πρωθυπουργίαν επεσκέφθη χθες αντιπροσωπεία της ΕΔΑ, η οποία επέδωσεν υπόμνημα δια τας προκλητικάς κινήσεις της Δεξιάς και εζήτησε την λήψιν μέτρων προς διασφάλισιν της δημοκρατικής ομαλότητος.	[642, 941, 973, 975]
article-text: ΣΙΚΑΓΟ, 6.— Η φιλαρμονική ορχήστρα του Ισραήλ θα πραγματοποιήση περιοδείαν εις τας Ηνωμένας Πολιτείας και τον Καναδά.	[1186, 785, 1556, 807]
headline: Η ΙΟΡΔΑΝΙΑ ΕΠΙΔΙΩΚΕΙ ΝΑ ΛΑΒΗ ΔΑΝΕΙΟΝ ΕΚ ΤΩΝ ΗΝΩΜΕΝΩΝ ΠΟΛΙΤΕΙΩΝ	[1214, 756, 1528, 781]
divider	[1186, 814, 1556, 816]
divider	[431, 642, 635, 644]
article-text: Υπό των οργανώσεων βιοτεχνών Μακεδονίας εξεδόθη ανακοινωθέν δια του οποίου δηλούν την συμπαράστασίν των προς την διοίκησιν του Ταμείου.	[980, 968, 1179, 1014]
headline: ΠΑΝΕΛΛΑΔΙΚΟΝ ΣΥΝΕΔΡΙΟΝ ΤΗΣ ΟΜΟΣΠΟΝΔΙΑΣ ΣΥΝΤΑΞΙΟΥΧΩΝ ΙΚΑ	[445, 883, 621, 921]
headline: ΕΔΗΛΗΤΗΡΙΑΣΘΗ ΑΠΟ ΑΝΑΘΥΜΙΑΣΕΙΣ ΚΑΤΑ ΤΗΝ ΨΕΚΑΣΜΟΝ	[999, 730, 1160, 768]
article-text: ΣΙΚΑΓΟ, 6.— Η φιλαρμονική ορχήστρα του Ισραήλ θα πραγματοποιήση περιοδείαν εις τας Ηνωμένας Πολιτείας και τον Καναδά.	[1186, 1372, 1556, 1394]
divider	[14, 783, 425, 785]
article-text: ΣΙΚΑΓΟ, 6.— Η φιλαρμονική ορχήστρα του Ισραήλ θα πραγματοποιήση περιοδείαν εις τας Ηνωμένας Πολιτείας και τον Καναδά.	[1186, 449, 1556, 470]
column-5	[1186, 61, 1556, 2319]
